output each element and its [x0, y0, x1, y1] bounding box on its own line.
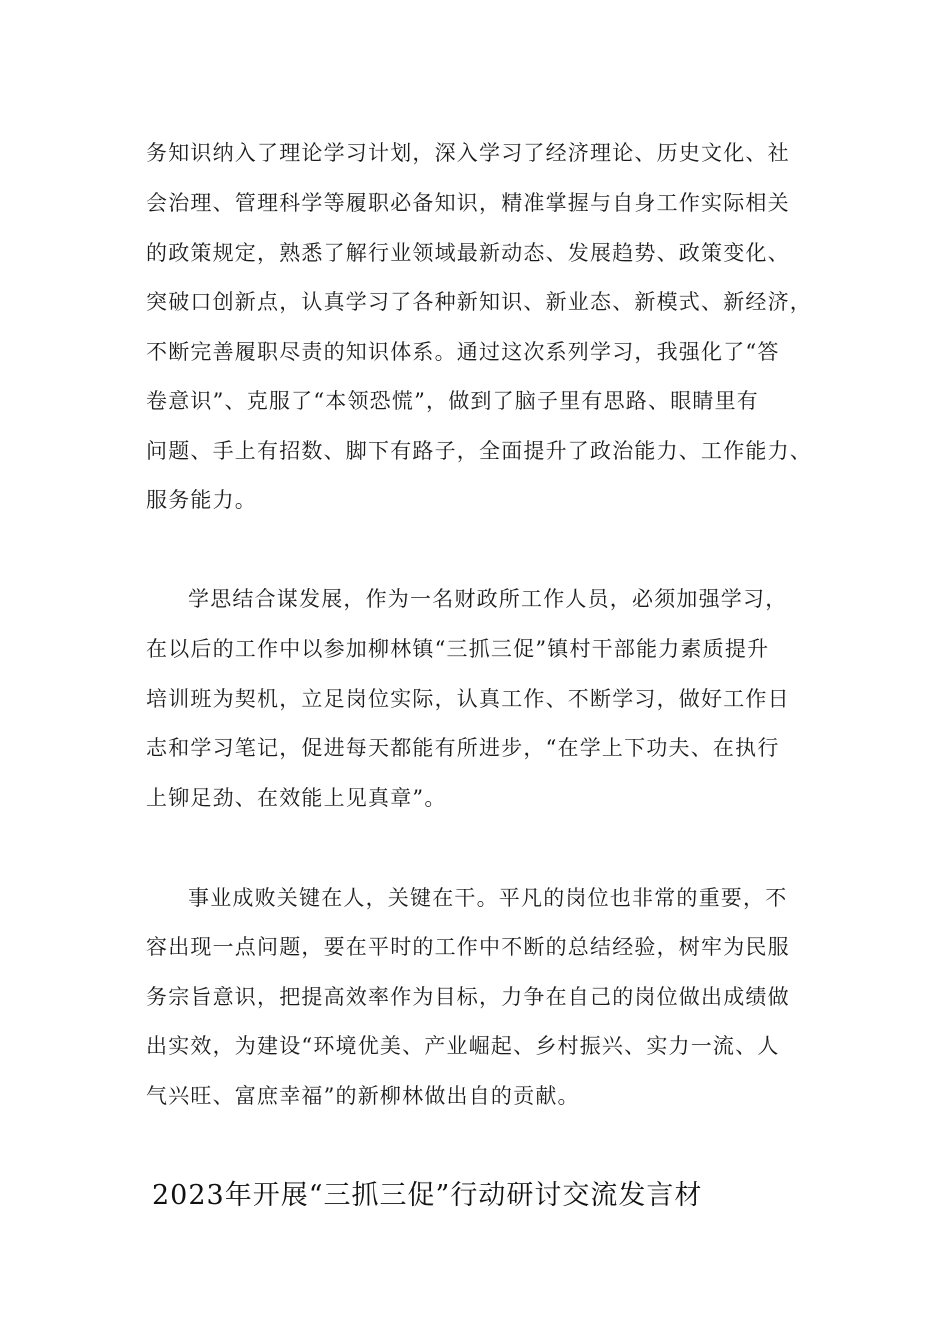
text-line: 事业成败关键在人，关键在干。平凡的岗位也非常的重要，不 [188, 886, 788, 910]
section-title: 2023年开展“三抓三促”行动研讨交流发言材 [152, 1180, 703, 1211]
text-line: 出实效，为建设“环境优美、产业崛起、乡村振兴、实力一流、人 [146, 1034, 780, 1058]
text-line: 的政策规定，熟悉了解行业领域最新动态、发展趋势、政策变化、 [146, 241, 790, 265]
text-line: 务知识纳入了理论学习计划，深入学习了经济理论、历史文化、社 [146, 141, 790, 165]
text-line: 志和学习笔记，促进每天都能有所进步，“在学上下功夫、在执行 [146, 736, 780, 760]
text-line: 卷意识”、克服了“本领恐慌”，做到了脑子里有思路、眼睛里有 [146, 389, 760, 413]
text-line: 上铆足劲、在效能上见真章”。 [146, 786, 447, 810]
text-line: 容出现一点问题，要在平时的工作中不断的总结经验，树牢为民服 [146, 935, 790, 959]
text-line: 突破口创新点，认真学习了各种新知识、新业态、新模式、新经济， [146, 290, 812, 314]
text-line: 气兴旺、富庶幸福”的新柳林做出自的贡献。 [146, 1084, 580, 1108]
text-line: 不断完善履职尽责的知识体系。通过这次系列学习，我强化了“答 [146, 340, 780, 364]
text-line: 培训班为契机，立足岗位实际，认真工作、不断学习，做好工作日 [146, 687, 790, 711]
text-line: 在以后的工作中以参加柳林镇“三抓三促”镇村干部能力素质提升 [146, 637, 770, 661]
text-line: 务宗旨意识，把提高效率作为目标，力争在自己的岗位做出成绩做 [146, 985, 790, 1009]
text-line: 学思结合谋发展，作为一名财政所工作人员，必须加强学习， [188, 587, 788, 611]
text-line: 问题、手上有招数、脚下有路子，全面提升了政治能力、工作能力、 [146, 439, 812, 463]
text-line: 会治理、管理科学等履职必备知识，精准掌握与自身工作实际相关 [146, 191, 790, 215]
text-line: 服务能力。 [146, 488, 257, 512]
